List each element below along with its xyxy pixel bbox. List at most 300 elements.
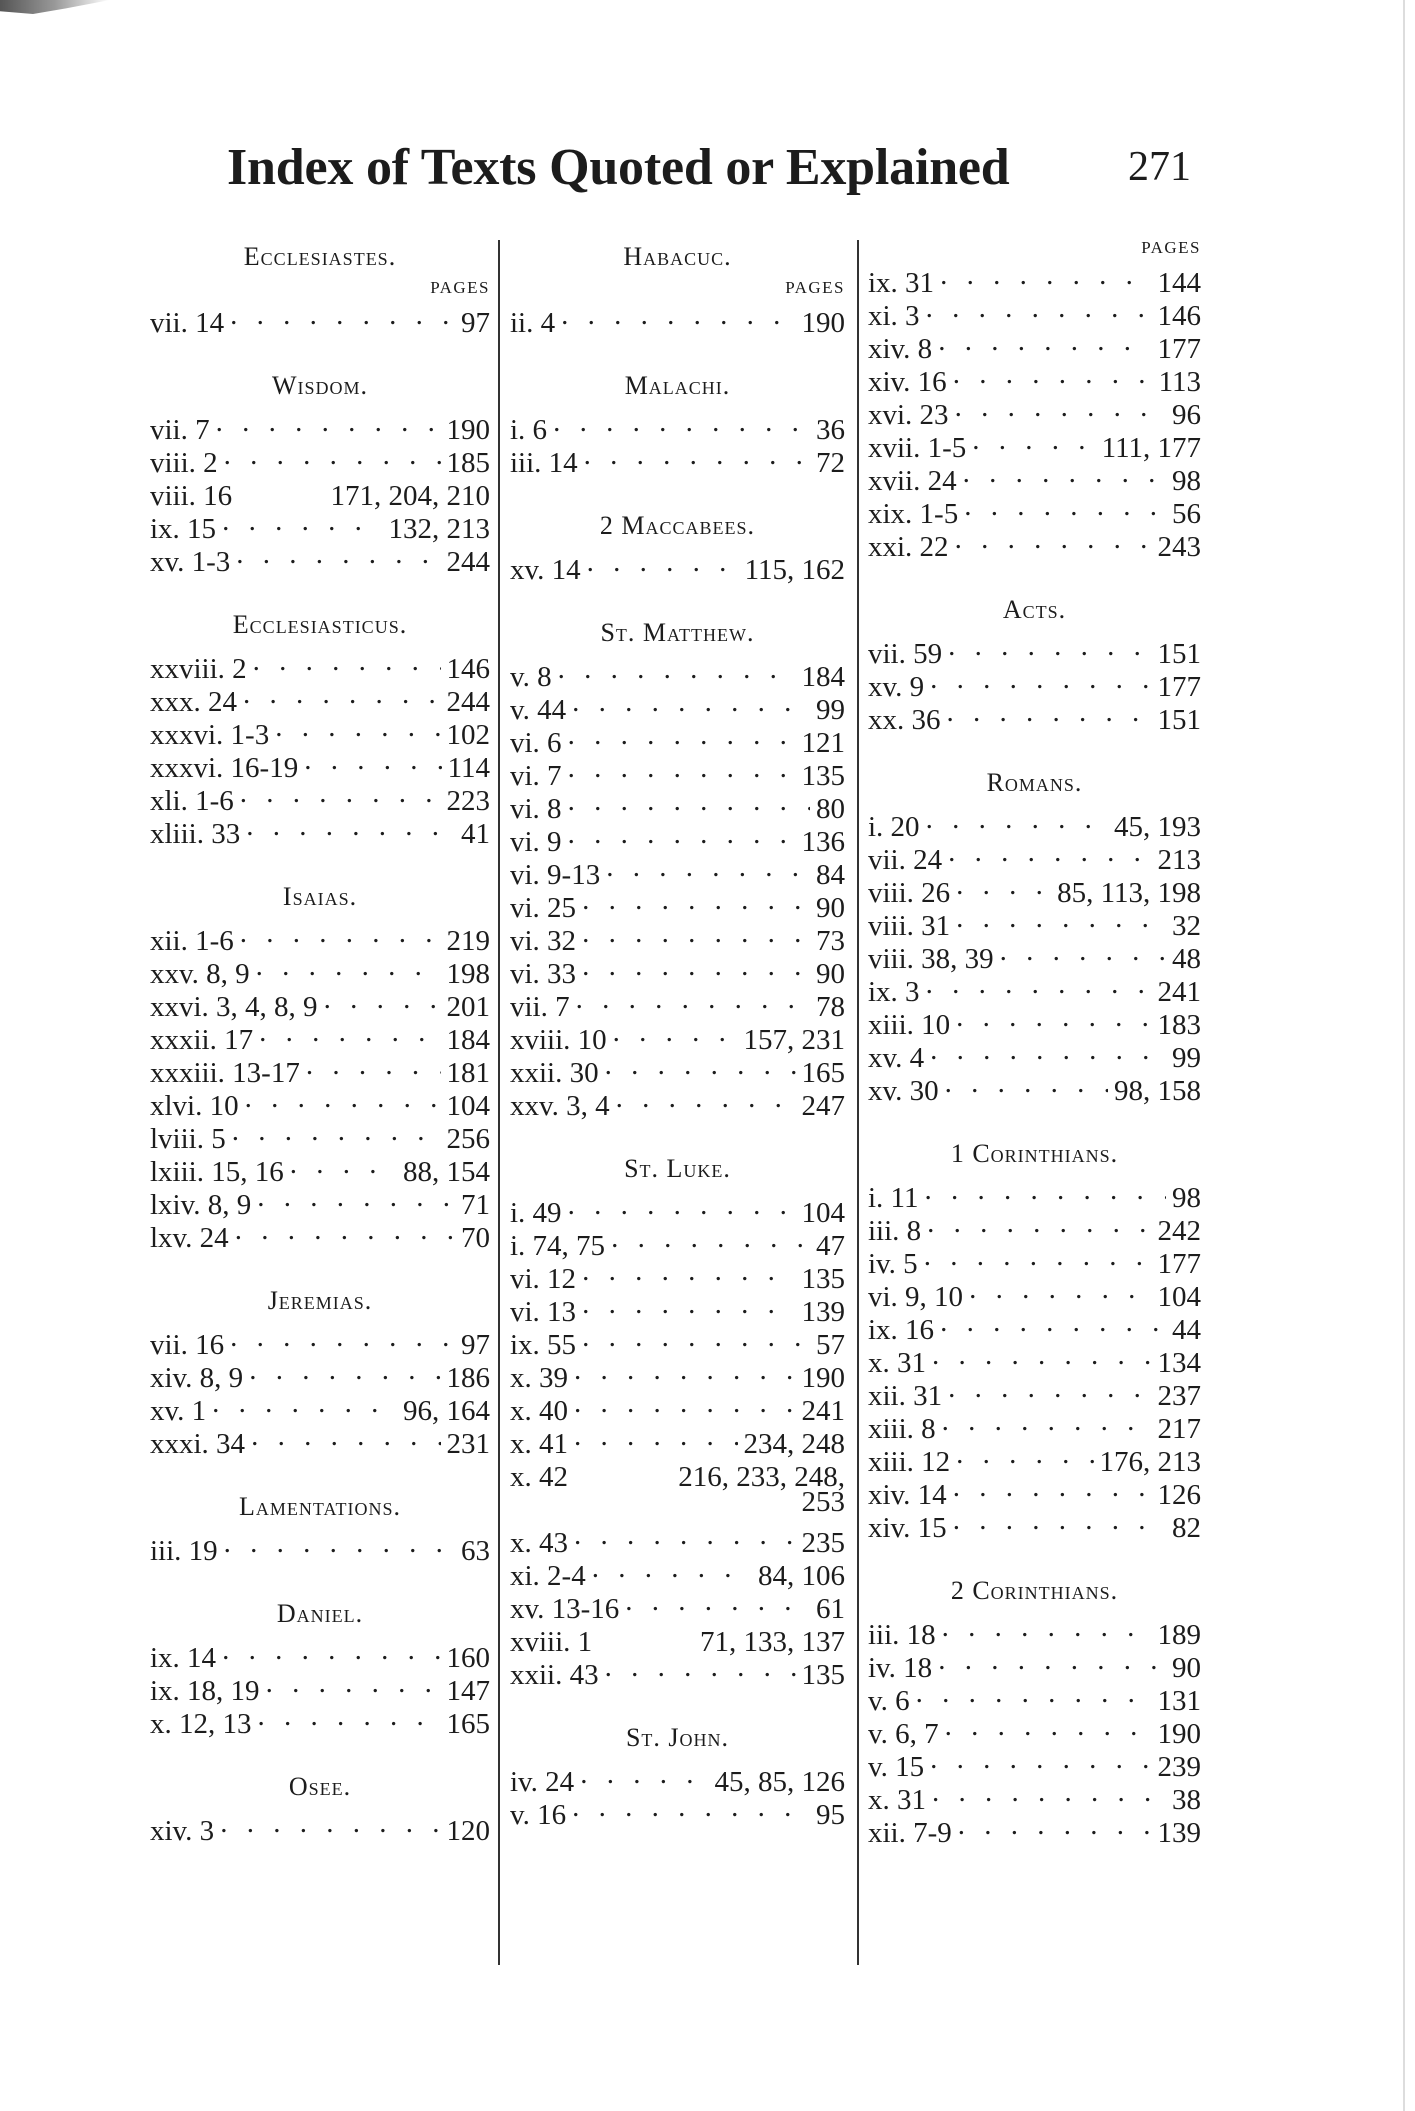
verse-reference: v. 15 — [868, 1751, 925, 1783]
verse-reference: xxxi. 34 — [150, 1428, 246, 1460]
index-entry — [868, 803, 1201, 843]
verse-reference: xv. 9 — [868, 671, 925, 703]
leader-dots — [972, 424, 1095, 457]
pages-column-label: PAGES — [1141, 238, 1201, 257]
section-heading: St. John. — [625, 1723, 730, 1752]
verse-reference: vii. 16 — [150, 1329, 225, 1361]
leader-dots — [955, 391, 1166, 424]
page-reference: 139 — [1157, 1817, 1201, 1849]
leader-dots — [240, 777, 441, 810]
leader-dots — [259, 1016, 440, 1049]
section-heading: Wisdom. — [271, 371, 369, 400]
verse-reference: x. 39 — [510, 1362, 568, 1394]
verse-reference: ix. 31 — [868, 267, 935, 299]
page-reference: 98 — [1172, 465, 1201, 497]
index-entry — [510, 653, 845, 693]
leader-dots — [574, 1420, 738, 1453]
leader-dots — [963, 457, 1166, 490]
verse-reference: iv. 24 — [510, 1766, 575, 1798]
page-reference: 239 — [1157, 1751, 1201, 1783]
index-entry — [510, 546, 845, 586]
leader-dots — [955, 523, 1152, 556]
verse-reference: vi. 9-13 — [510, 859, 601, 891]
index-column-3 — [868, 237, 1201, 2111]
leader-dots — [606, 851, 810, 884]
leader-dots — [256, 950, 441, 983]
leader-dots — [258, 1700, 441, 1733]
verse-reference: xx. 36 — [868, 704, 941, 736]
leader-dots — [616, 1082, 796, 1115]
section-heading: Romans. — [986, 768, 1083, 797]
leader-dots — [940, 259, 1151, 292]
leader-dots — [568, 1189, 796, 1222]
page-reference: 151 — [1157, 638, 1201, 670]
page-reference: 160 — [446, 1642, 490, 1674]
page-reference: 237 — [1157, 1380, 1201, 1412]
page-reference: 90 — [816, 958, 845, 990]
verse-reference: iv. 5 — [868, 1248, 918, 1280]
verse-reference: i. 49 — [510, 1197, 562, 1229]
page-reference: 70 — [461, 1222, 490, 1254]
index-entry — [510, 1519, 845, 1559]
verse-reference: xxv. 8, 9 — [150, 958, 250, 990]
leader-dots — [224, 439, 441, 472]
scan-artifact — [0, 0, 110, 14]
verse-reference: vii. 14 — [150, 307, 225, 339]
page-reference: 57 — [816, 1329, 845, 1361]
index-entry — [150, 1321, 490, 1361]
verse-reference: xvii. 1-5 — [868, 432, 967, 464]
verse-reference: v. 44 — [510, 694, 567, 726]
verse-reference: xi. 2-4 — [510, 1560, 586, 1592]
page-reference: 90 — [1172, 1652, 1201, 1684]
leader-dots — [924, 1174, 1166, 1207]
leader-dots — [964, 490, 1166, 523]
verse-reference: xv. 4 — [868, 1042, 925, 1074]
leader-dots — [266, 1667, 441, 1700]
pages-column-label: PAGES — [785, 278, 845, 297]
page-edge — [1403, 0, 1405, 2111]
leader-dots — [574, 1387, 796, 1420]
page-reference: 131 — [1157, 1685, 1201, 1717]
page-reference: 114 — [447, 752, 490, 784]
verse-reference: xii. 7-9 — [868, 1817, 952, 1849]
verse-reference: iii. 14 — [510, 447, 578, 479]
verse-reference: xxvi. 3, 4, 8, 9 — [150, 991, 318, 1023]
page-reference: 190 — [801, 1362, 845, 1394]
leader-dots — [212, 1387, 397, 1420]
verse-reference: xiii. 10 — [868, 1009, 951, 1041]
leader-dots — [236, 538, 440, 571]
verse-reference: ii. 4 — [510, 307, 556, 339]
verse-reference: xi. 3 — [868, 300, 920, 332]
verse-reference: i. 20 — [868, 811, 920, 843]
page-reference: 147 — [446, 1675, 490, 1707]
verse-reference: xviii. 1 — [510, 1626, 593, 1658]
verse-reference: i. 11 — [868, 1182, 919, 1214]
page-reference: 96 — [1172, 399, 1201, 431]
leader-dots — [924, 1240, 1152, 1273]
page-reference: 190 — [801, 307, 845, 339]
page-reference: 157, 231 — [743, 1024, 845, 1056]
leader-dots — [969, 1273, 1151, 1306]
section-heading: Lamentations. — [239, 1492, 401, 1521]
verse-reference: vii. 7 — [510, 991, 570, 1023]
section-gap — [510, 332, 845, 366]
page-reference: 213 — [1157, 844, 1201, 876]
page-reference: 241 — [801, 1395, 845, 1427]
page-reference: 132, 213 — [388, 513, 490, 545]
leader-dots — [304, 744, 441, 777]
page-reference: 183 — [1157, 1009, 1201, 1041]
page-reference: 165 — [801, 1057, 845, 1089]
page-reference: 38 — [1172, 1784, 1201, 1816]
index-entry — [150, 917, 490, 957]
verse-reference: vi. 9 — [510, 826, 562, 858]
page-reference: 97 — [461, 307, 490, 339]
index-entry — [868, 630, 1201, 670]
page-reference: 136 — [801, 826, 845, 858]
verse-reference: ix. 55 — [510, 1329, 577, 1361]
leader-dots — [324, 983, 441, 1016]
leader-dots — [572, 686, 810, 719]
leader-dots — [926, 968, 1152, 1001]
leader-dots — [948, 836, 1151, 869]
index-entry — [150, 1527, 490, 1567]
index-entry — [510, 1189, 845, 1229]
verse-reference: xv. 1-3 — [150, 546, 231, 578]
verse-reference: v. 8 — [510, 661, 552, 693]
verse-reference: vii. 7 — [150, 414, 210, 446]
page-reference: 72 — [816, 447, 845, 479]
verse-reference: xxii. 43 — [510, 1659, 599, 1691]
verse-reference: xxii. 30 — [510, 1057, 599, 1089]
verse-reference: xviii. 10 — [510, 1024, 607, 1056]
verse-reference: vi. 6 — [510, 727, 562, 759]
leader-dots — [553, 406, 810, 439]
page-reference: 95 — [816, 1799, 845, 1831]
leader-dots — [558, 653, 796, 686]
leader-dots — [582, 950, 810, 983]
verse-reference: iv. 18 — [868, 1652, 933, 1684]
leader-dots — [232, 1115, 441, 1148]
page-reference: 151 — [1157, 704, 1201, 736]
verse-reference: viii. 31 — [868, 910, 951, 942]
leader-dots — [1000, 935, 1166, 968]
page-reference: 45, 85, 126 — [714, 1766, 845, 1798]
leader-dots — [561, 299, 795, 332]
index-entry — [868, 1273, 1201, 1313]
index-entry — [150, 406, 490, 446]
leader-dots — [916, 1677, 1152, 1710]
verse-reference: viii. 38, 39 — [868, 943, 994, 975]
page-reference: 88, 154 — [403, 1156, 490, 1188]
verse-reference: i. 74, 75 — [510, 1230, 606, 1262]
verse-reference: xvii. 24 — [868, 465, 957, 497]
leader-dots — [605, 1651, 796, 1684]
page-reference: 139 — [801, 1296, 845, 1328]
page-reference: 41 — [461, 818, 490, 850]
leader-dots — [953, 358, 1153, 391]
page-reference: 98 — [1172, 1182, 1201, 1214]
verse-reference: iii. 19 — [150, 1535, 218, 1567]
page-reference: 176, 213 — [1099, 1446, 1201, 1478]
verse-reference: xiv. 8 — [868, 333, 933, 365]
leader-dots — [224, 1527, 455, 1560]
section-heading: Ecclesiastes. — [243, 242, 397, 271]
verse-reference: vi. 25 — [510, 892, 577, 924]
leader-dots — [956, 1001, 1151, 1034]
leader-dots — [587, 546, 739, 579]
page-reference: 71 — [461, 1189, 490, 1221]
verse-reference: xix. 1-5 — [868, 498, 959, 530]
section-heading: Acts. — [1002, 595, 1067, 624]
page-reference: 165 — [446, 1708, 490, 1740]
leader-dots — [235, 1214, 455, 1247]
index-entry — [868, 1174, 1201, 1214]
verse-reference: xii. 31 — [868, 1380, 943, 1412]
page-reference: 32 — [1172, 910, 1201, 942]
index-column-2 — [510, 237, 845, 2111]
verse-reference: xxviii. 2 — [150, 653, 247, 685]
page-reference: 144 — [1157, 267, 1201, 299]
verse-reference: xxxiii. 13-17 — [150, 1057, 300, 1089]
page-reference: 184 — [446, 1024, 490, 1056]
page-number: 271 — [1128, 144, 1191, 190]
leader-dots — [306, 1049, 441, 1082]
verse-reference: x. 12, 13 — [150, 1708, 252, 1740]
verse-reference: xv. 14 — [510, 554, 581, 586]
section-heading: 2 Corinthians. — [950, 1576, 1119, 1605]
verse-reference: lxv. 24 — [150, 1222, 229, 1254]
page-reference: 96, 164 — [403, 1395, 490, 1427]
page-reference: 171, 204, 210 — [330, 480, 490, 512]
page-reference: 71, 133, 137 — [700, 1626, 845, 1658]
index-entry — [510, 439, 845, 479]
index-entry — [510, 686, 845, 726]
leader-dots — [945, 1710, 1152, 1743]
page-reference: 121 — [801, 727, 845, 759]
leader-dots — [953, 1471, 1152, 1504]
verse-reference: lviii. 5 — [150, 1123, 226, 1155]
verse-reference: vi. 32 — [510, 925, 577, 957]
leader-dots — [240, 917, 441, 950]
leader-dots — [568, 719, 796, 752]
leader-dots — [222, 505, 382, 538]
page-reference: 134 — [1157, 1347, 1201, 1379]
leader-dots — [568, 785, 810, 818]
verse-reference: xiv. 16 — [868, 366, 947, 398]
index-entry — [510, 299, 845, 339]
leader-dots — [568, 752, 796, 785]
verse-reference: ix. 16 — [868, 1314, 935, 1346]
verse-reference: xv. 13-16 — [510, 1593, 620, 1625]
verse-reference: xxxvi. 1-3 — [150, 719, 270, 751]
page-reference: 102 — [446, 719, 490, 751]
page-reference: 177 — [1157, 671, 1201, 703]
page-reference: 98, 158 — [1114, 1075, 1201, 1107]
leader-dots — [948, 1372, 1151, 1405]
page-reference: 78 — [816, 991, 845, 1023]
section-heading: Osee. — [288, 1772, 352, 1801]
verse-reference: x. 41 — [510, 1428, 568, 1460]
page-reference: 82 — [1172, 1512, 1201, 1544]
verse-reference: xxxii. 17 — [150, 1024, 254, 1056]
verse-reference: xii. 1-6 — [150, 925, 234, 957]
verse-reference: xiii. 12 — [868, 1446, 951, 1478]
leader-dots — [945, 1067, 1108, 1100]
verse-reference: xiii. 8 — [868, 1413, 936, 1445]
pages-column-label: PAGES — [430, 278, 490, 297]
page-reference: 184 — [801, 661, 845, 693]
page-title: Index of Texts Quoted or Explained — [227, 139, 1010, 196]
leader-dots — [592, 1552, 752, 1585]
verse-reference: xxx. 24 — [150, 686, 237, 718]
leader-dots — [251, 1420, 440, 1453]
page-reference: 234, 248 — [743, 1428, 845, 1460]
page-reference: 235 — [801, 1527, 845, 1559]
index-entry — [868, 259, 1201, 299]
index-entry — [150, 645, 490, 685]
leader-dots — [582, 917, 810, 950]
verse-reference: xv. 30 — [868, 1075, 939, 1107]
leader-dots — [930, 663, 1151, 696]
page-reference: 177 — [1157, 333, 1201, 365]
page-reference: 45, 193 — [1114, 811, 1201, 843]
page-reference: 135 — [801, 1263, 845, 1295]
leader-dots — [947, 696, 1152, 729]
index-entry — [868, 1710, 1201, 1750]
leader-dots — [956, 902, 1166, 935]
leader-dots — [275, 711, 440, 744]
verse-reference: v. 16 — [510, 1799, 567, 1831]
leader-dots — [572, 1791, 810, 1824]
verse-reference: vi. 13 — [510, 1296, 577, 1328]
leader-dots — [574, 1354, 796, 1387]
page-reference: 56 — [1172, 498, 1201, 530]
leader-dots — [930, 1034, 1166, 1067]
verse-reference: vi. 9, 10 — [868, 1281, 964, 1313]
entry-continuation: 253 — [801, 1486, 845, 1518]
leader-dots — [582, 1255, 795, 1288]
leader-dots — [568, 818, 796, 851]
verse-reference: iii. 18 — [868, 1619, 936, 1651]
page-reference: 113 — [1158, 366, 1201, 398]
page-reference: 80 — [816, 793, 845, 825]
section-heading: Habacuc. — [623, 242, 732, 271]
leader-dots — [958, 1809, 1152, 1842]
verse-reference: xxv. 3, 4 — [510, 1090, 610, 1122]
index-entry — [150, 299, 490, 339]
page-reference: 85, 113, 198 — [1057, 877, 1201, 909]
leader-dots — [576, 983, 810, 1016]
page-reference: 120 — [446, 1815, 490, 1847]
page-reference: 189 — [1157, 1619, 1201, 1651]
leader-dots — [230, 299, 455, 332]
verse-reference: vii. 24 — [868, 844, 943, 876]
verse-reference: vii. 59 — [868, 638, 943, 670]
section-heading: St. Matthew. — [600, 618, 755, 647]
page-reference: 104 — [1157, 1281, 1201, 1313]
page-reference: 198 — [446, 958, 490, 990]
leader-dots — [605, 1049, 796, 1082]
verse-reference: ix. 15 — [150, 513, 217, 545]
verse-reference: vi. 7 — [510, 760, 562, 792]
verse-reference: ix. 18, 19 — [150, 1675, 260, 1707]
verse-reference: viii. 16 — [150, 480, 233, 512]
page-reference: 243 — [1157, 531, 1201, 563]
verse-reference: xlvi. 10 — [150, 1090, 239, 1122]
page-reference: 135 — [801, 760, 845, 792]
page-reference: 185 — [446, 447, 490, 479]
page-reference: 217 — [1157, 1413, 1201, 1445]
leader-dots — [956, 869, 1051, 902]
verse-reference: xiv. 8, 9 — [150, 1362, 244, 1394]
page-reference: 244 — [446, 546, 490, 578]
column-divider — [498, 240, 500, 1965]
verse-reference: x. 31 — [868, 1784, 926, 1816]
page-reference: 219 — [446, 925, 490, 957]
column-divider — [857, 240, 859, 1965]
leader-dots — [932, 1339, 1152, 1372]
page-reference: 244 — [446, 686, 490, 718]
page-reference: 126 — [1157, 1479, 1201, 1511]
page-reference: 256 — [446, 1123, 490, 1155]
page-reference: 242 — [1157, 1215, 1201, 1247]
page-reference: 115, 162 — [744, 554, 845, 586]
page-reference: 146 — [446, 653, 490, 685]
page-reference: 223 — [446, 785, 490, 817]
leader-dots — [932, 1776, 1166, 1809]
leader-dots — [582, 1321, 810, 1354]
section-heading: 1 Corinthians. — [950, 1139, 1119, 1168]
leader-dots — [253, 645, 441, 678]
page-reference: 135 — [801, 1659, 845, 1691]
page-reference: 190 — [446, 414, 490, 446]
page-reference: 36 — [816, 414, 845, 446]
page-reference: 231 — [446, 1428, 490, 1460]
leader-dots — [926, 292, 1152, 325]
leader-dots — [930, 1743, 1151, 1776]
page-reference: 216, 233, 248, — [678, 1461, 845, 1493]
page-reference: 146 — [1157, 300, 1201, 332]
page-reference: 186 — [446, 1362, 490, 1394]
index-entry — [868, 1677, 1201, 1717]
verse-reference: xvi. 23 — [868, 399, 949, 431]
page-reference: 111, 177 — [1101, 432, 1201, 464]
leader-dots — [257, 1181, 455, 1214]
leader-dots — [574, 1519, 796, 1552]
page-reference: 90 — [816, 892, 845, 924]
verse-reference: xxi. 22 — [868, 531, 949, 563]
index-entry — [868, 1611, 1201, 1651]
verse-reference: xliii. 33 — [150, 818, 241, 850]
verse-reference: viii. 26 — [868, 877, 951, 909]
leader-dots — [938, 1644, 1166, 1677]
verse-reference: xiv. 3 — [150, 1815, 215, 1847]
verse-reference: vi. 33 — [510, 958, 577, 990]
leader-dots — [940, 1306, 1166, 1339]
section-heading: Malachi. — [624, 371, 731, 400]
page-reference: 73 — [816, 925, 845, 957]
leader-dots — [611, 1222, 810, 1255]
leader-dots — [582, 884, 810, 917]
leader-dots — [290, 1148, 397, 1181]
page-reference: 84 — [816, 859, 845, 891]
verse-reference: x. 42 — [510, 1461, 568, 1493]
leader-dots — [230, 1321, 455, 1354]
leader-dots — [246, 810, 455, 843]
